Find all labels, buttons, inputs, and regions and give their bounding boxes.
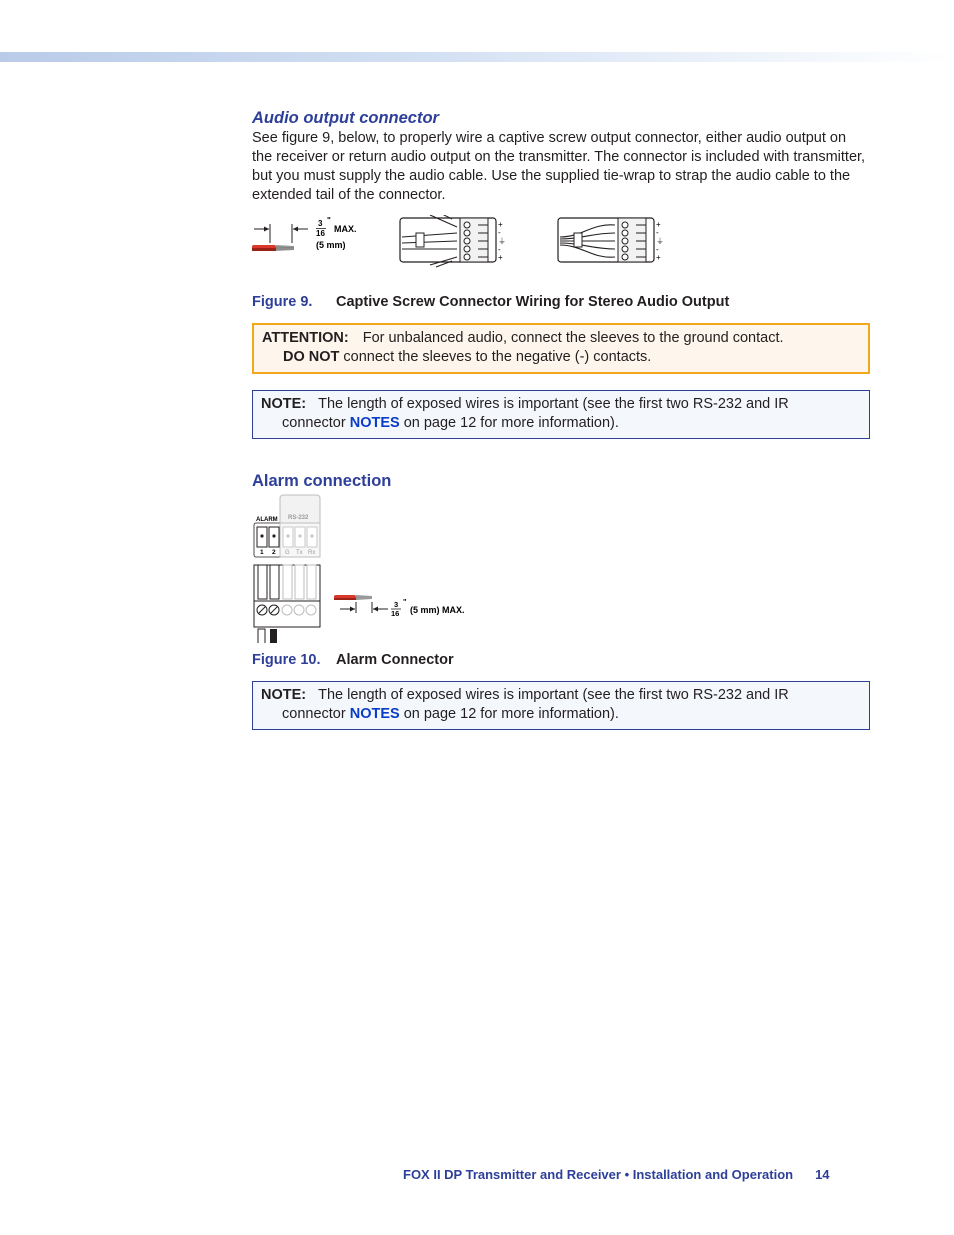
attention-do-not: DO NOT: [283, 349, 340, 365]
alarm-fraction-numerator: 3: [394, 600, 399, 609]
attention-box: [252, 323, 870, 374]
rear-panel-connector: [254, 495, 320, 557]
pin-symbol-r1: +: [656, 220, 661, 229]
page-footer: [403, 1167, 830, 1182]
figure-10-title: Alarm Connector: [336, 652, 454, 668]
note-1-notes-link[interactable]: NOTES: [349, 415, 400, 431]
figure-9-title: Captive Screw Connector Wiring for Stereo Audio Output: [336, 294, 730, 310]
note-2-text-2a: connector: [282, 706, 350, 722]
attention-label: ATTENTION:: [262, 330, 349, 346]
alarm-inch-mark: ": [403, 597, 407, 606]
note-1-text-2b: on page 12 for more information).: [399, 415, 619, 431]
note-2-text-2b: on page 12 for more information).: [399, 706, 619, 722]
attention-text-1: For unbalanced audio, connect the sleeves to the ground contact.: [362, 330, 784, 346]
captive-screw-wiring-diagram: [252, 215, 870, 293]
connector-left: [400, 215, 496, 267]
pin-symbol-1: +: [498, 220, 503, 229]
page-content: [252, 108, 870, 730]
alarm-mm-max-label: (5 mm) MAX.: [410, 605, 465, 615]
rs232-pin-g: G: [285, 550, 290, 556]
note-2-notes-link[interactable]: NOTES: [349, 706, 400, 722]
figure-9-number: Figure 9.: [252, 294, 313, 310]
note-2-text-1: The length of exposed wires is important (see the first two RS-232 and IR: [318, 687, 789, 703]
footer-title: FOX II DP Transmitter and Receiver • Installation and Operation: [403, 1167, 794, 1182]
connector-right: [558, 218, 654, 262]
fraction-numerator: 3: [318, 219, 323, 228]
page-number: 14: [815, 1167, 830, 1182]
note-box-2: [252, 681, 870, 730]
figure-9-caption: [252, 293, 870, 311]
alarm-connector-diagram: [252, 493, 870, 643]
alarm-fraction-denominator: 16: [391, 609, 400, 618]
figure-10-number: Figure 10.: [252, 652, 321, 668]
alarm-pin-1: 1: [260, 549, 264, 556]
alarm-connection-heading: Alarm connection: [252, 472, 392, 490]
note-2-label: NOTE:: [261, 687, 307, 703]
mm-label: (5 mm): [316, 240, 346, 250]
alarm-label: ALARM: [256, 517, 278, 523]
note-2-line-2: [261, 705, 861, 724]
note-1-label: NOTE:: [261, 396, 307, 412]
pin-symbol-r2: -: [656, 228, 659, 237]
note-1-line-2: [261, 414, 861, 433]
rs232-pin-tx: Tx: [296, 550, 303, 556]
rs232-label: RS-232: [288, 515, 309, 521]
attention-text-2: connect the sleeves to the negative (-) contacts.: [339, 349, 652, 365]
fraction-denominator: 16: [316, 229, 325, 238]
attention-line-2: [262, 348, 860, 367]
rs232-pin-rx: Rx: [308, 550, 316, 556]
captive-screw-plug: [254, 565, 320, 643]
max-label: MAX.: [334, 224, 357, 234]
note-box-1: [252, 390, 870, 439]
header-band: [0, 52, 954, 62]
alarm-terminals: [257, 527, 317, 547]
note-1-text-2a: connector: [282, 415, 350, 431]
audio-output-heading: Audio output connector: [252, 109, 439, 127]
alarm-pin-2: 2: [272, 549, 276, 556]
audio-output-paragraph: See figure 9, below, to properly wire a captive screw output connector, either audio output on the receiver or return audio output on the transmitter. The connector is included with transmitter, but you must supply the audio cable. Use the supplied tie-wrap to strap the audio cable to the extended tail of the connector.: [252, 130, 866, 203]
note-1-text-1: The length of exposed wires is important (see the first two RS-232 and IR: [318, 396, 789, 412]
pin-symbol-r5: +: [656, 253, 661, 262]
figure-9-diagram: [252, 215, 870, 293]
figure-10-caption: [252, 651, 870, 669]
pin-symbol-r3: ⏚: [656, 237, 664, 246]
pin-symbol-5: +: [498, 253, 503, 262]
pin-symbol-r4: -: [656, 245, 659, 254]
strip-length-indicator: [252, 224, 308, 251]
pin-symbol-2: -: [498, 228, 501, 237]
pin-symbol-3: ⏚: [498, 237, 506, 246]
figure-10-diagram: [252, 493, 870, 643]
exposed-strands: [276, 245, 294, 251]
inch-mark: ": [327, 216, 331, 225]
alarm-strip-indicator: [334, 595, 388, 613]
pin-symbol-4: -: [498, 245, 501, 254]
